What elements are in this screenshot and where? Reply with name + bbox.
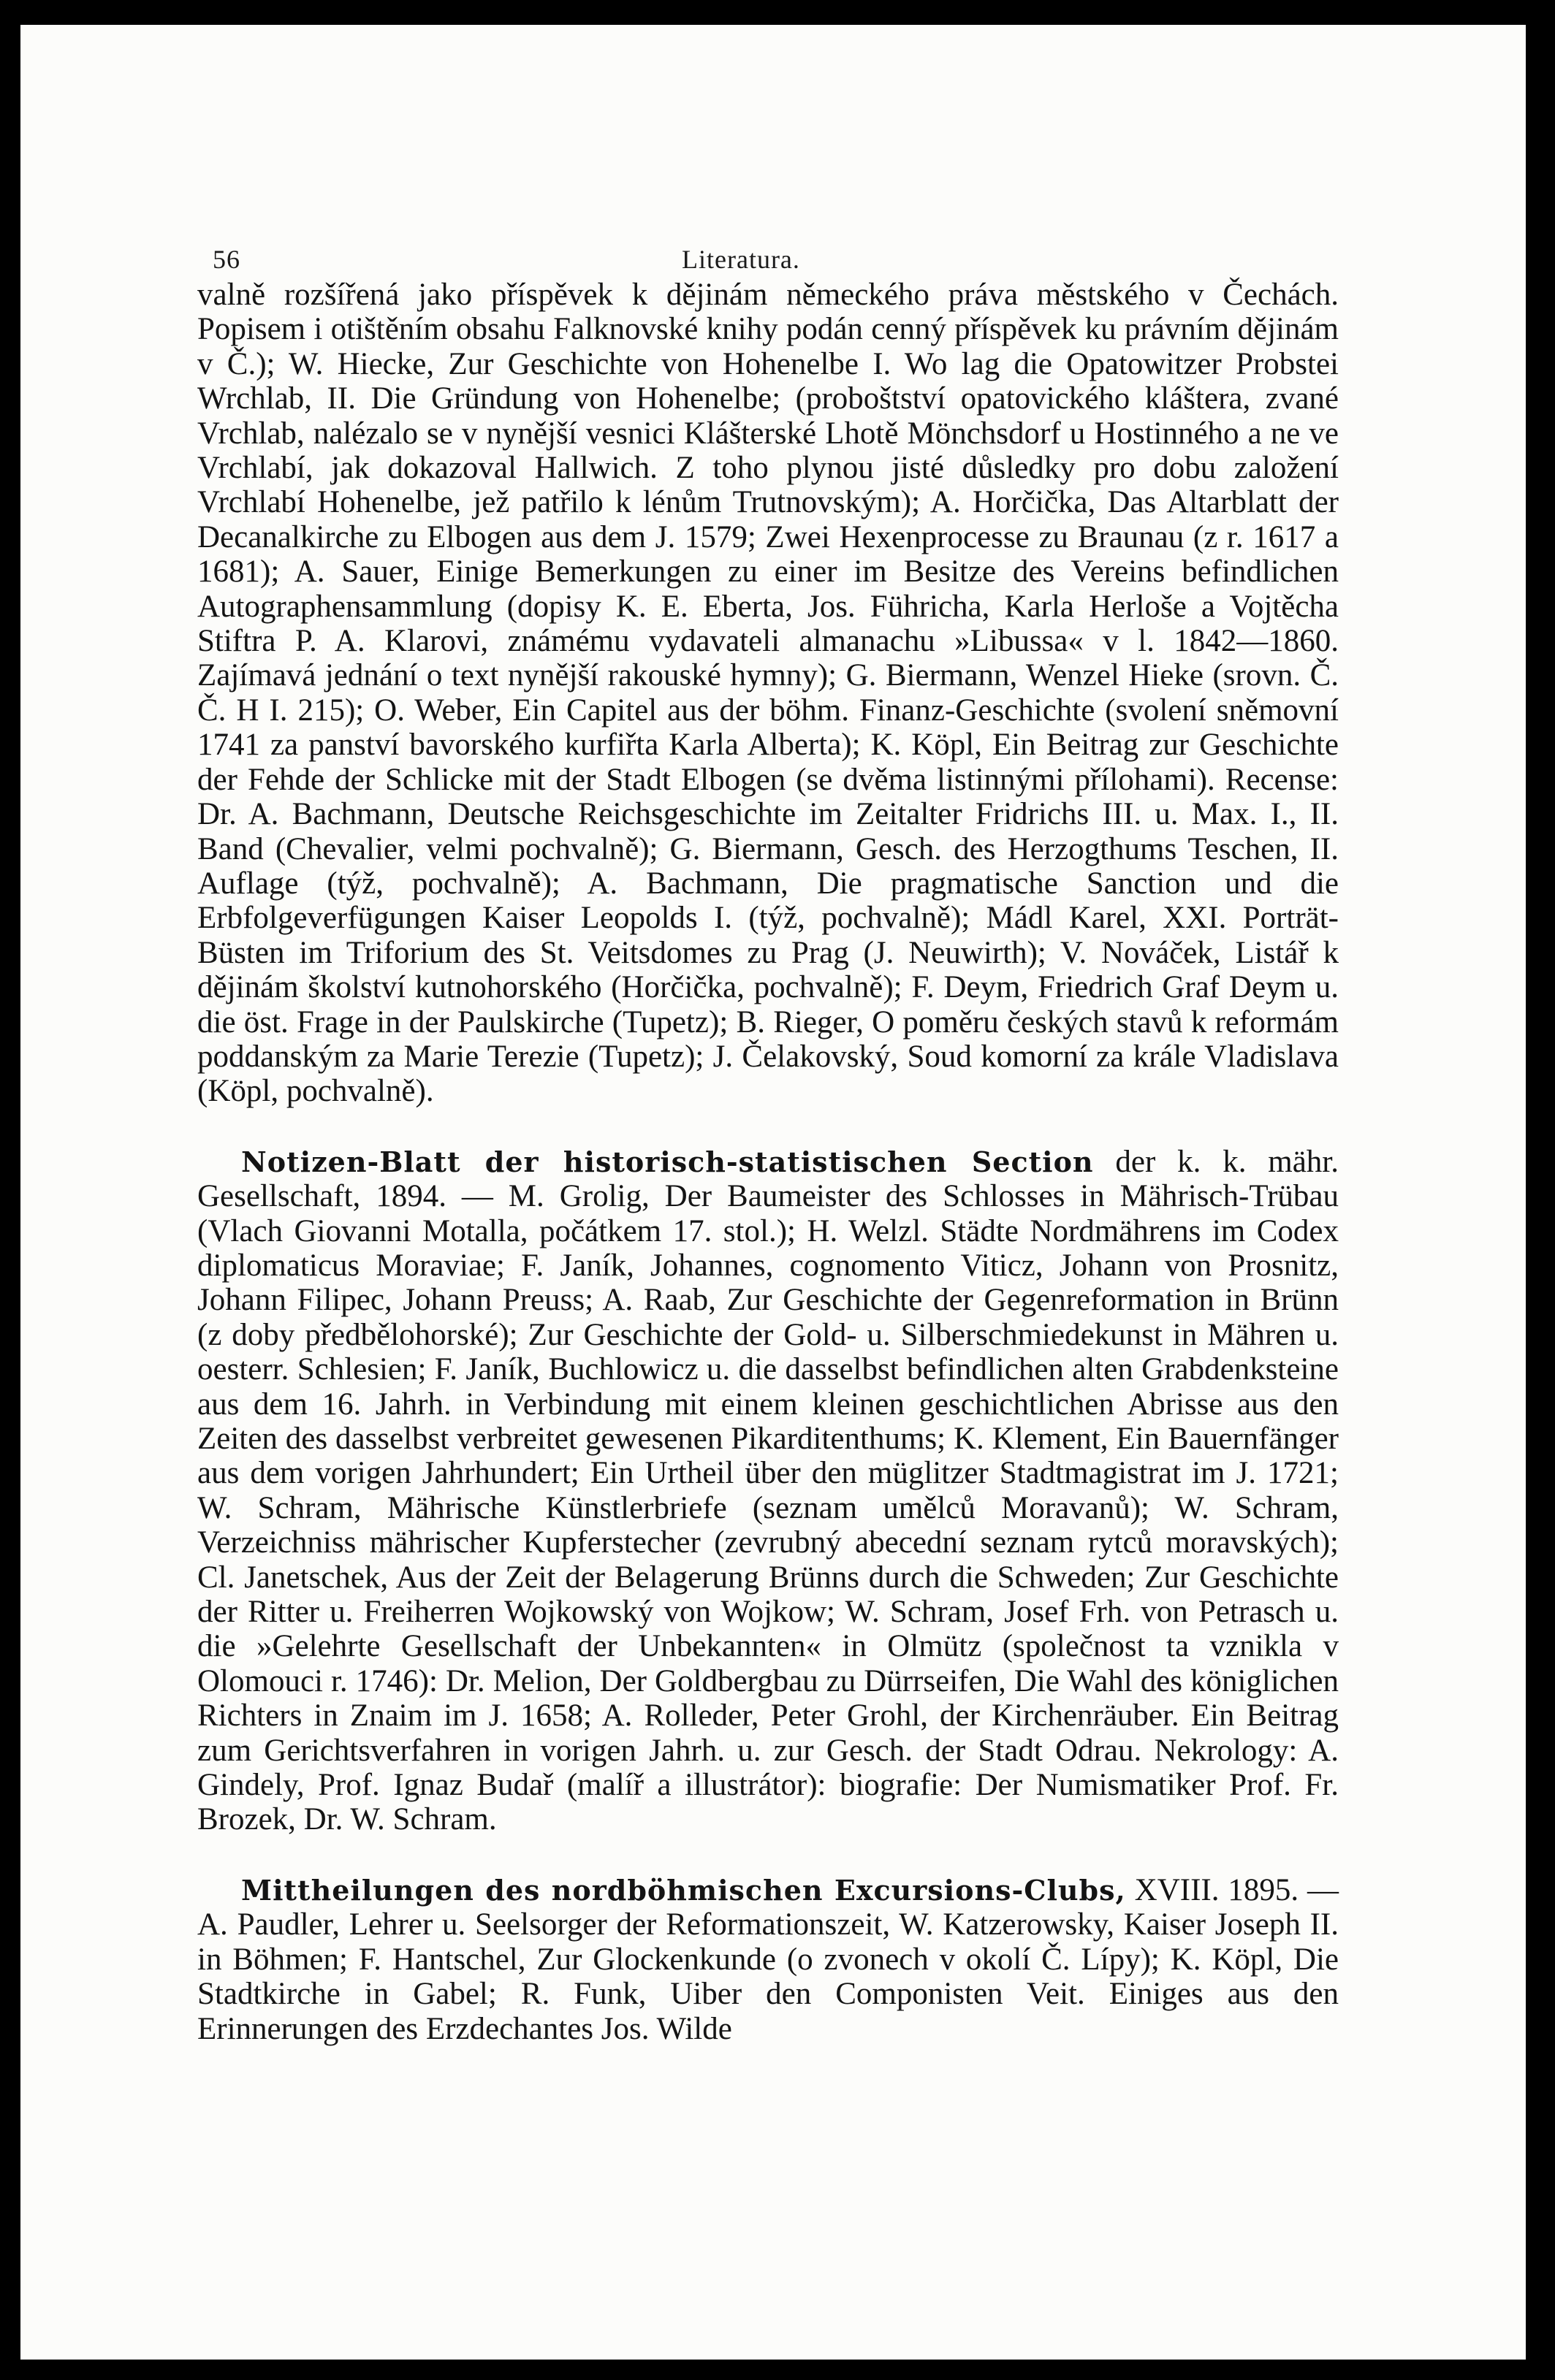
paragraph-mittheilungen bbox=[197, 1873, 1339, 2046]
paragraph-continuation: valně rozšířená jako příspěvek k dějinám německého práva městského v Čechách. Popisem i otištěním obsahu Falknovské knihy podán cenný příspěvek ku právním dějinám v Č.); W. Hiecke, Zur Geschichte von Hohenelbe I. Wo lag die Opatowitzer Probstei Wrchlab, II. Die Gründung von Hohenelbe; (proboštství opatovického kláštera, zvané Vrchlab, nalézalo se v nynější vesnici Klášterské Lhotě Mönchsdorf u Hostinného a ne ve Vrchlabí, jak dokazoval Hallwich. Z toho plynou jisté důsledky pro dobu založení Vrchlabí Hohenelbe, jež patřilo k lénům Trutnovským); A. Horčička, Das Altarblatt der Decanalkirche zu Elbogen aus dem J. 1579; Zwei Hexenprocesse zu Braunau (z r. 1617 a 1681); A. Sauer, Einige Bemerkungen zu einer im Besitze des Vereins befindlichen Autographensammlung (dopisy K. E. Eberta, Jos. Führicha, Karla Herloše a Vojtěcha Stiftra P. A. Klarovi, známému vydavateli almanachu »Libussa« v l. 1842—1860. Zajímavá jednání o text nynější rakouské hymny); G. Biermann, Wenzel Hieke (srovn. Č. Č. H I. 215); O. Weber, Ein Capitel aus der böhm. Finanz-Geschichte (svolení sněmovní 1741 za panství bavorského kurfiřta Karla Alberta); K. Köpl, Ein Beitrag zur Geschichte der Fehde der Schlicke mit der Stadt Elbogen (se dvěma listinnými přílohami). Recense: Dr. A. Bachmann, Deutsche Reichsgeschichte im Zeitalter Fridrichs III. u. Max. I., II. Band (Chevalier, velmi pochvalně); G. Biermann, Gesch. des Herzogthums Teschen, II. Auflage (týž, pochvalně); A. Bachmann, Die pragmatische Sanction und die Erbfolgeverfügungen Kaiser Leopolds I. (týž, pochvalně); Mádl Karel, XXI. Porträt-Büsten im Triforium des St. Veitsdomes zu Prag (J. Neuwirth); V. Nováček, Listář k dějinám školství kutnohorského (Horčička, pochvalně); F. Deym, Friedrich Graf Deym u. die öst. Frage in der Paulskirche (Tupetz); B. Rieger, O poměru českých stavů k reformám poddanským za Marie Terezie (Tupetz); J. Čelakovský, Soud komorní za krále Vladislava (Köpl, pochvalně). bbox=[197, 278, 1339, 1109]
page-number: 56 bbox=[213, 245, 240, 274]
running-head: Literatura. bbox=[682, 245, 800, 274]
paragraph-notizen-blatt bbox=[197, 1145, 1339, 1837]
body-text bbox=[197, 278, 1339, 2046]
journal-contents: XVIII. 1895. — A. Paudler, Lehrer u. Seelsorger der Reformationszeit, W. Katzerowsky, Kaiser Joseph II. in Böhmen; F. Hantschel, Zur Glockenkunde (o zvonech v okolí Č. Lípy); K. Köpl, Die Stadtkirche in Gabel; R. Funk, Uiber den Componisten Veit. Einiges aus den Erinnerungen des Erzdechantes Jos. Wilde bbox=[197, 1872, 1339, 2046]
journal-contents: der k. k. mähr. Gesellschaft, 1894. — M. Grolig, Der Baumeister des Schlosses in Mährisch-Trübau (Vlach Giovanni Motalla, počátkem 17. stol.); H. Welzl. Städte Nordmährens im Codex diplomaticus Moraviae; F. Janík, Johannes, cognomento Viticz, Johann von Prosnitz, Johann Filipec, Johann Preuss; A. Raab, Zur Geschichte der Gegenreformation in Brünn (z doby předbělohorské); Zur Geschichte der Gold- u. Silberschmiedekunst in Mähren u. oesterr. Schlesien; F. Janík, Buchlowicz u. die dasselbst befindlichen alten Grabdenksteine aus dem 16. Jahrh. in Verbindung mit einem kleinen geschichtlichen Abrisse aus den Zeiten des dasselbst verbreitet gewesenen Pikarditenthums; K. Klement, Ein Bauernfänger aus dem vorigen Jahrhundert; Ein Urtheil über den müglitzer Stadtmagistrat im J. 1721; W. Schram, Mährische Künstlerbriefe (seznam umělců Moravanů); W. Schram, Verzeichniss mährischer Kupferstecher (zevrubný abecední seznam rytců moravských); Cl. Janetschek, Aus der Zeit der Belagerung Brünns durch die Schweden; Zur Geschichte der Ritter u. Freiherren Wojkowský von Wojkow; W. Schram, Josef Frh. von Petrasch u. die »Gelehrte Gesellschaft der Unbekannten« in Olmütz (společnost ta vznikla v Olomouci r. 1746): Dr. Melion, Der Goldbergbau zu Dürrseifen, Die Wahl des königlichen Richters in Znaim im J. 1658; A. Rolleder, Peter Grohl, der Kirchenräuber. Ein Beitrag zum Gerichtsverfahren in vorigen Jahrh. u. zur Gesch. der Stadt Odrau. Nekrology: A. Gindely, Prof. Ignaz Budař (malíř a illustrátor): biografie: Der Numismatiker Prof. Fr. Brozek, Dr. W. Schram. bbox=[197, 1144, 1339, 1837]
journal-title: Mittheilungen des nordböhmischen Excursions-Clubs, bbox=[241, 1873, 1126, 1907]
journal-title: Notizen-Blatt der historisch-statistischen Section bbox=[241, 1145, 1094, 1178]
